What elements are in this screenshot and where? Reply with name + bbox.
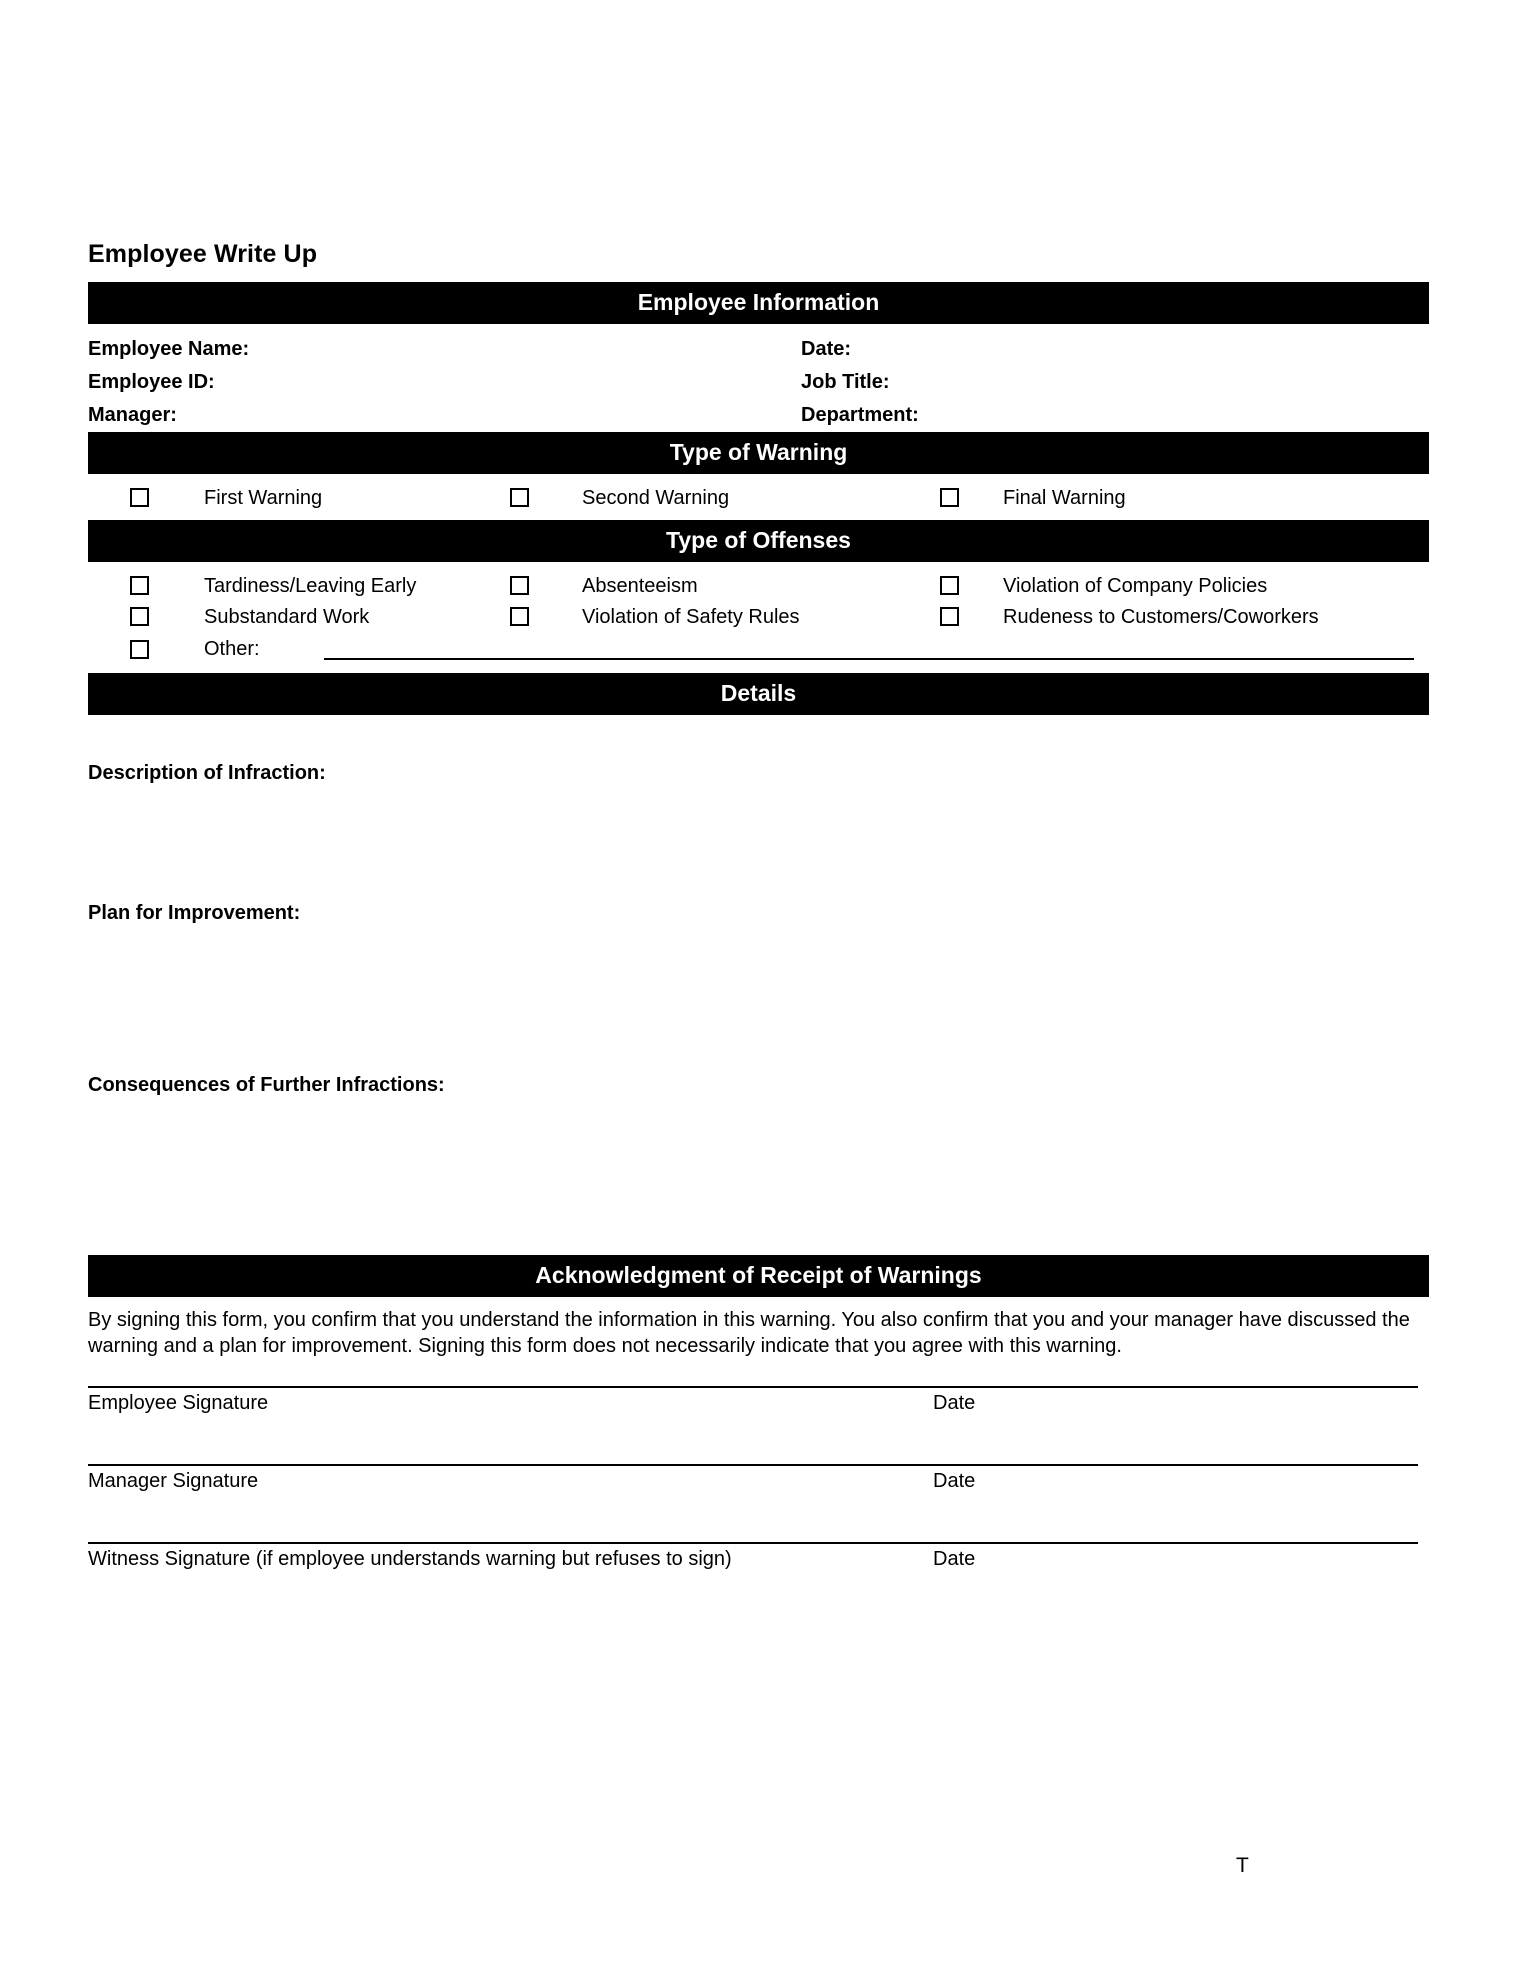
- section-header-type-of-warning: Type of Warning: [88, 432, 1429, 474]
- section-header-acknowledgment: Acknowledgment of Receipt of Warnings: [88, 1255, 1429, 1297]
- checkbox-icon[interactable]: [130, 488, 149, 507]
- checkbox-icon[interactable]: [940, 576, 959, 595]
- checkbox-item-final-warning[interactable]: [940, 488, 1418, 508]
- checkbox-icon[interactable]: [510, 607, 529, 626]
- other-offense-input[interactable]: [324, 638, 1414, 660]
- info-row: [88, 399, 1418, 432]
- description-of-infraction-input[interactable]: [88, 783, 1418, 903]
- info-row: [88, 366, 1418, 399]
- section-header-employee-information: Employee Information: [88, 282, 1429, 324]
- field-label-employee-id: Employee ID:: [88, 370, 215, 393]
- checkbox-row: [88, 571, 1418, 602]
- checkbox-label: Final Warning: [1003, 486, 1126, 509]
- checkbox-label: Absenteeism: [582, 574, 698, 597]
- signature-date-label-witness: Date: [933, 1547, 976, 1570]
- acknowledgment-paragraph: By signing this form, you confirm that you understand the information in this warning. You also confirm that you and your manager have discussed the warning and a plan for improvement. Signing this form does not necessarily indicate that you agree with this warning.: [88, 1308, 1410, 1358]
- signature-line[interactable]: [88, 1464, 1418, 1466]
- checkbox-row: [88, 483, 1418, 514]
- checkbox-icon[interactable]: [510, 488, 529, 507]
- type-of-offenses-options: [88, 562, 1418, 673]
- signature-line[interactable]: [88, 1542, 1418, 1544]
- signature-block: [88, 1360, 1418, 1620]
- checkbox-icon[interactable]: [130, 640, 149, 659]
- type-of-warning-options: [88, 474, 1418, 520]
- form-body: [88, 240, 1418, 1620]
- signature-row-manager: [88, 1464, 1418, 1542]
- checkbox-item-first-warning[interactable]: [88, 488, 510, 508]
- section-header-details: Details: [88, 673, 1429, 715]
- checkbox-icon[interactable]: [940, 488, 959, 507]
- signature-label-employee: Employee Signature: [88, 1391, 269, 1414]
- signature-date-label-manager: Date: [933, 1469, 976, 1492]
- checkbox-item-second-warning[interactable]: [510, 488, 940, 508]
- section-header-type-of-offenses: Type of Offenses: [88, 520, 1429, 562]
- info-row: [88, 333, 1418, 366]
- checkbox-icon[interactable]: [940, 607, 959, 626]
- checkbox-row: [88, 602, 1418, 633]
- signature-line[interactable]: [88, 1386, 1418, 1388]
- consequences-input[interactable]: [88, 1095, 1418, 1255]
- checkbox-label: Rudeness to Customers/Coworkers: [1003, 605, 1319, 628]
- employee-information-fields: [88, 324, 1418, 432]
- checkbox-icon[interactable]: [130, 576, 149, 595]
- checkbox-item-violation-company-policies[interactable]: [940, 576, 1418, 596]
- label-plan-for-improvement: Plan for Improvement:: [88, 901, 301, 924]
- label-consequences-of-further-infractions: Consequences of Further Infractions:: [88, 1073, 445, 1096]
- checkbox-item-substandard-work[interactable]: [88, 607, 510, 627]
- checkbox-icon[interactable]: [130, 607, 149, 626]
- checkbox-item-rudeness[interactable]: [940, 607, 1418, 627]
- checkbox-label: First Warning: [204, 486, 323, 509]
- checkbox-label: Tardiness/Leaving Early: [204, 574, 417, 597]
- checkbox-label: Other:: [204, 637, 260, 660]
- checkbox-label: Violation of Company Policies: [1003, 574, 1268, 597]
- checkbox-item-tardiness[interactable]: [88, 576, 510, 596]
- checkbox-item-violation-safety-rules[interactable]: [510, 607, 940, 627]
- signature-row-witness: [88, 1542, 1418, 1620]
- plan-for-improvement-input[interactable]: [88, 923, 1418, 1075]
- field-label-manager: Manager:: [88, 403, 177, 426]
- checkbox-item-absenteeism[interactable]: [510, 576, 940, 596]
- field-label-department: Department:: [801, 403, 919, 426]
- field-label-employee-name: Employee Name:: [88, 337, 250, 360]
- label-description-of-infraction: Description of Infraction:: [88, 761, 326, 784]
- field-label-date: Date:: [801, 337, 852, 360]
- checkbox-label: Substandard Work: [204, 605, 370, 628]
- signature-label-witness: Witness Signature (if employee understands warning but refuses to sign): [88, 1547, 732, 1570]
- checkbox-item-other[interactable]: [88, 633, 1418, 667]
- checkbox-label: Second Warning: [582, 486, 730, 509]
- signature-row-employee: [88, 1386, 1418, 1464]
- field-label-job-title: Job Title:: [801, 370, 890, 393]
- signature-label-manager: Manager Signature: [88, 1469, 259, 1492]
- signature-date-label-employee: Date: [933, 1391, 976, 1414]
- checkbox-icon[interactable]: [510, 576, 529, 595]
- footer-mark: T: [1236, 1854, 1249, 1877]
- checkbox-label: Violation of Safety Rules: [582, 605, 800, 628]
- page-title: Employee Write Up: [88, 240, 318, 268]
